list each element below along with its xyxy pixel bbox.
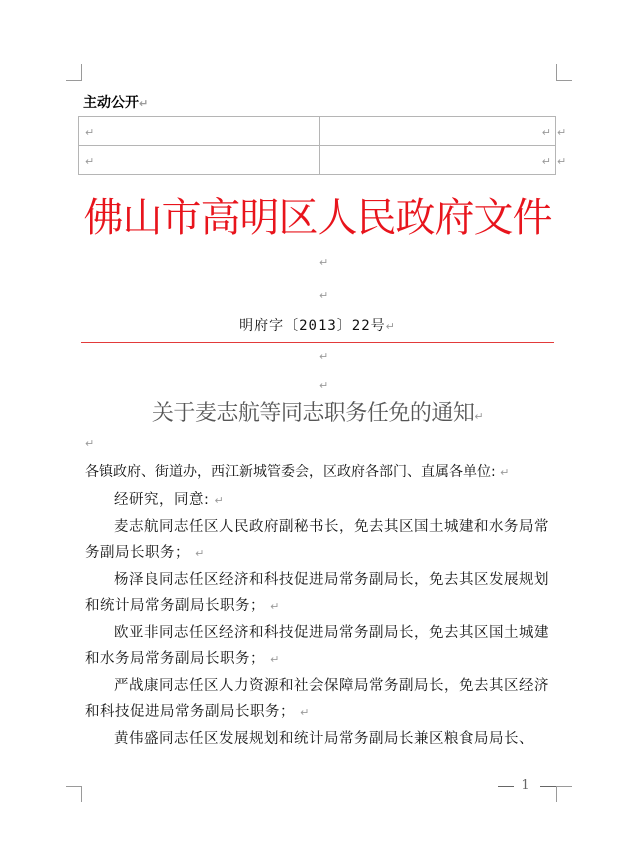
table-cell[interactable] [79, 117, 320, 146]
table-row [79, 117, 556, 146]
crop-mark-top-right-h [556, 80, 572, 81]
paragraph-mark-icon: ↵ [474, 410, 484, 423]
paragraph-mark-icon: ↵ [85, 126, 95, 139]
paragraph-mark-icon: ↵ [270, 653, 280, 666]
paragraph-mark-icon: ↵ [319, 350, 329, 363]
crop-mark-bottom-left-h [66, 786, 82, 787]
page-number-dash-right [540, 786, 556, 787]
table-cell[interactable] [79, 146, 320, 175]
red-divider-line [81, 342, 554, 343]
body-paragraph: 杨泽良同志任区经济和科技促进局常务副局长，免去其区发展规划和统计局常务副局长职务； ↵ [85, 572, 549, 614]
crop-mark-top-left-h [66, 80, 82, 81]
body-paragraph: 经研究，同意: ↵ [114, 492, 225, 508]
crop-mark-top-right-v [556, 64, 557, 81]
row-end-mark-icon: ↵ [557, 155, 567, 168]
crop-mark-bottom-left-v [81, 786, 82, 802]
header-info-table [78, 116, 556, 175]
paragraph-mark-icon: ↵ [319, 256, 329, 269]
body-paragraph: 欧亚非同志任区经济和科技促进局常务副局长，免去其区国土城建和水务局常务副局长职务； ↵ [85, 625, 549, 667]
document-header-title: 佛山市高明区人民政府文件 [83, 195, 552, 241]
document-body [85, 487, 555, 752]
page-number: 1 [521, 778, 530, 793]
body-paragraph: 严战康同志任区人力资源和社会保障局常务副局长，免去其区经济和科技促进局常务副局长职务； ↵ [85, 678, 549, 720]
paragraph-mark-icon: ↵ [85, 437, 95, 450]
paragraph-mark-icon: ↵ [541, 126, 551, 139]
paragraph-mark-icon: ↵ [319, 379, 329, 392]
disclosure-label: 主动公开↵ [83, 95, 149, 111]
body-paragraph: 黄伟盛同志任区发展规划和统计局常务副局长兼区粮食局局长、 [114, 731, 534, 747]
row-end-mark-icon: ↵ [557, 126, 567, 139]
paragraph-mark-icon: ↵ [270, 600, 280, 613]
body-paragraph: 麦志航同志任区人民政府副秘书长，免去其区国土城建和水务局常务副局长职务； ↵ [85, 519, 549, 561]
paragraph-mark-icon: ↵ [195, 547, 205, 560]
table-row [79, 146, 556, 175]
paragraph-mark-icon: ↵ [214, 494, 225, 507]
crop-mark-top-left-v [81, 64, 82, 81]
paragraph-mark-icon: ↵ [541, 155, 551, 168]
paragraph-mark-icon: ↵ [85, 155, 95, 168]
table-cell[interactable] [320, 146, 556, 175]
addressee-line: 各镇政府、街道办，西江新城管委会，区政府各部门、直属各单位: ↵ [85, 464, 510, 480]
paragraph-mark-icon: ↵ [300, 706, 310, 719]
paragraph-mark-icon: ↵ [500, 466, 510, 479]
table-cell[interactable] [320, 117, 556, 146]
paragraph-mark-icon: ↵ [385, 320, 396, 333]
notice-title: 关于麦志航等同志职务任免的通知↵ [151, 401, 484, 426]
paragraph-mark-icon: ↵ [319, 289, 329, 302]
paragraph-mark-icon: ↵ [139, 97, 149, 110]
document-number: 明府字〔2013〕22号↵ [239, 318, 396, 334]
